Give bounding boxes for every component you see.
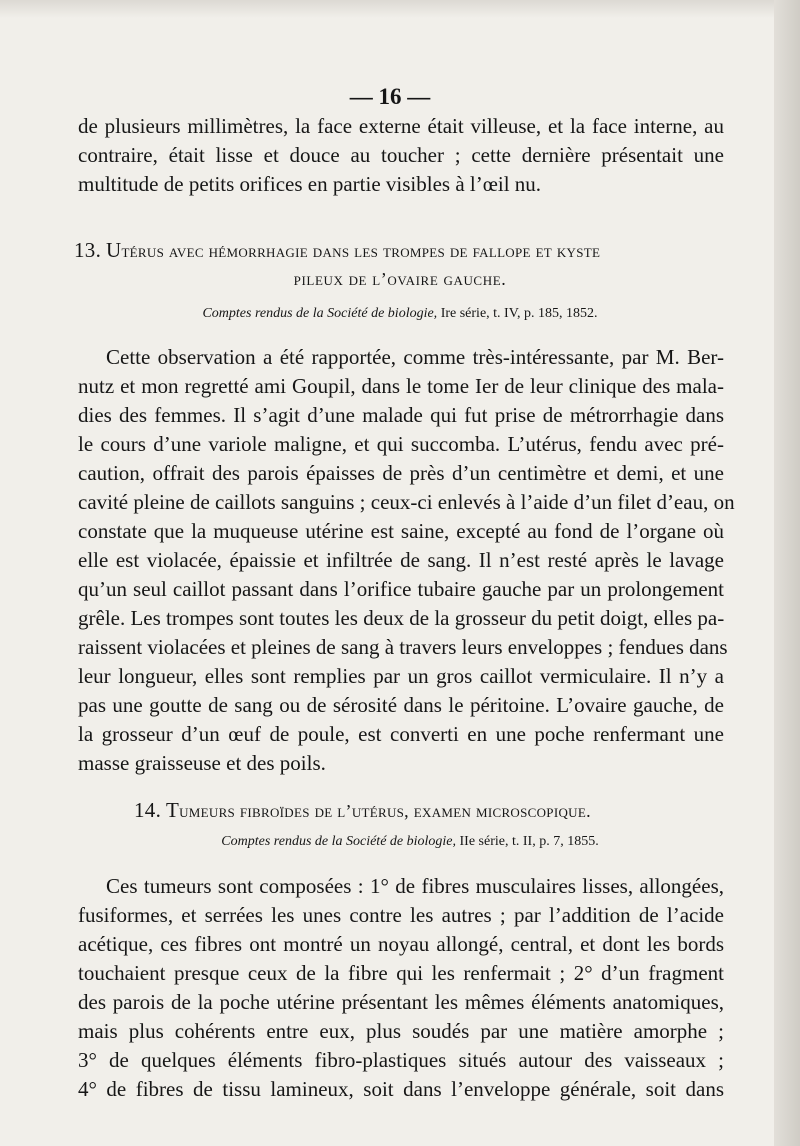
text-line: 3° de quelques éléments fibro-plastiques situés autour des vaisseaux ; [78, 1048, 724, 1072]
page-number: — 16 — [349, 84, 431, 109]
section-14-title-initial: T [165, 798, 180, 822]
text-line: Ces tumeurs sont composées : 1° de fibres musculaires lisses, allongées, [106, 874, 724, 898]
section-14-number: 14. [134, 798, 162, 822]
section-14-heading [134, 796, 694, 825]
section-13-title-line-2: pileux de l’ovaire gauche. [293, 269, 507, 289]
text-line: des parois de la poche utérine présentant les mêmes éléments anatomiques, [78, 990, 724, 1014]
page-right-shadow [774, 0, 800, 1146]
text-line: fusiformes, et serrées les unes contre les autres ; par l’addition de l’acide [78, 903, 724, 927]
page-top-shadow [0, 0, 800, 18]
section-14-title-rest: umeurs fibroïdes de l’utérus, examen microscopique. [179, 801, 591, 821]
continuation-paragraph [78, 112, 724, 199]
text-line: 4° de fibres de tissu lamineux, soit dans l’enveloppe générale, soit dans [78, 1077, 724, 1101]
text-line: de plusieurs millimètres, la face externe était villeuse, et la face interne, au [78, 114, 724, 138]
section-13-reference-source: Comptes rendus de la Société de biologie, [202, 306, 438, 321]
text-line: caution, offrait des parois épaisses de près d’un centimètre et demi, et une [78, 461, 724, 485]
text-line: multitude de petits orifices en partie visibles à l’œil nu. [78, 172, 542, 196]
text-line: nutz et mon regretté ami Goupil, dans le tome Ier de leur clinique des mala- [78, 374, 724, 398]
text-line: touchaient presque ceux de la fibre qui les renfermait ; 2° d’un fragment [78, 961, 724, 985]
text-line: constate que la muqueuse utérine est saine, excepté au fond de l’organe où [78, 519, 724, 543]
section-13-reference-details: Ire série, t. IV, p. 185, 1852. [440, 306, 598, 321]
section-13-title-rest: térus avec hémorrhagie dans les trompes de fallope et kyste [121, 241, 601, 261]
text-line: cavité pleine de caillots sanguins ; ceux-ci enlevés à l’aide d’un filet d’eau, on [78, 490, 735, 514]
section-14-reference-details: IIe série, t. II, p. 7, 1855. [459, 834, 599, 849]
text-line: raissent violacées et pleines de sang à travers leurs enveloppes ; fendues dans [78, 635, 728, 659]
section-14-reference [100, 832, 720, 852]
section-14-reference-source: Comptes rendus de la Société de biologie, [221, 834, 457, 849]
text-line: la grosseur d’un œuf de poule, est converti en une poche renfermant une [78, 722, 724, 746]
text-line: elle est violacée, épaissie et infiltrée de sang. Il n’est resté après le lavage [78, 548, 724, 572]
text-line: qu’un seul caillot passant dans l’orifice tubaire gauche par un prolongement [78, 577, 724, 601]
section-14-paragraph [78, 872, 724, 1104]
text-line: mais plus cohérents entre eux, plus soudés par une matière amorphe ; [78, 1019, 724, 1043]
section-13-heading [74, 236, 726, 293]
text-line: leur longueur, elles sont remplies par un gros caillot vermiculaire. Il n’y a [78, 664, 724, 688]
text-line: le cours d’une variole maligne, et qui succomba. L’utérus, fendu avec pré- [78, 432, 724, 456]
text-line: pas une goutte de sang ou de sérosité dans le péritoine. L’ovaire gauche, de [78, 693, 724, 717]
text-line: grêle. Les trompes sont toutes les deux de la grosseur du petit doigt, elles pa- [78, 606, 725, 630]
section-13-paragraph [78, 343, 735, 778]
section-14-title [134, 796, 694, 825]
section-13-reference [100, 304, 700, 324]
text-line: dies des femmes. Il s’agit d’une malade qui fut prise de métrorrhagie dans [78, 403, 724, 427]
text-line: contraire, était lisse et douce au toucher ; cette dernière présentait une [78, 143, 724, 167]
text-line: Cette observation a été rapportée, comme très-intéressante, par M. Ber- [106, 345, 724, 369]
section-13-title-initial: U [105, 238, 122, 262]
text-line: masse graisseuse et des poils. [78, 751, 326, 775]
section-13-title-line-1 [74, 236, 726, 265]
section-13-number: 13. [74, 238, 102, 262]
text-line: acétique, ces fibres ont montré un noyau allongé, central, et dont les bords [78, 932, 724, 956]
